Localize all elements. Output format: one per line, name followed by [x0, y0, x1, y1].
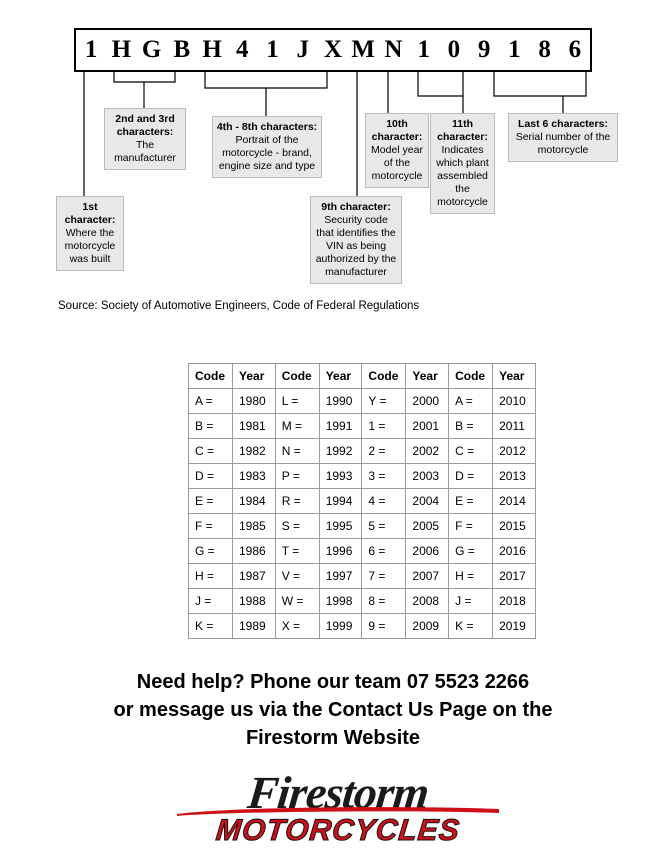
table-cell: 1982 — [233, 439, 276, 464]
vin-char: 0 — [447, 36, 461, 63]
table-cell: 1997 — [319, 564, 362, 589]
table-cell: B = — [449, 414, 493, 439]
callout-1st-body: Where the motorcycle was built — [64, 227, 116, 265]
table-header-cell: Year — [233, 364, 276, 389]
table-cell: V = — [275, 564, 319, 589]
table-cell: 2000 — [406, 389, 449, 414]
table-cell: 2018 — [493, 589, 536, 614]
help-line-3: Firestorm Website — [245, 727, 421, 749]
vin-char: 8 — [538, 36, 551, 63]
table-header-cell: Year — [319, 364, 362, 389]
table-cell: F = — [449, 514, 493, 539]
table-header-cell: Year — [493, 364, 536, 389]
table-cell: H = — [449, 564, 493, 589]
help-text-block — [0, 668, 666, 752]
vin-character-box — [74, 28, 592, 72]
table-cell: 2009 — [406, 614, 449, 639]
callout-last6-title: Last 6 characters: — [518, 118, 608, 130]
table-header-row — [189, 364, 536, 389]
table-cell: P = — [275, 464, 319, 489]
table-header-cell: Code — [275, 364, 319, 389]
table-header-cell: Code — [189, 364, 233, 389]
table-cell: 2006 — [406, 539, 449, 564]
table-cell: 4 = — [362, 489, 406, 514]
table-row — [189, 514, 536, 539]
vin-char: G — [141, 36, 162, 63]
table-cell: A = — [189, 389, 233, 414]
table-cell: 1983 — [233, 464, 276, 489]
table-cell: 1987 — [233, 564, 276, 589]
table-cell: X = — [275, 614, 319, 639]
vin-char: M — [351, 36, 376, 63]
table-cell: 1990 — [319, 389, 362, 414]
callout-2nd-3rd-characters — [104, 108, 186, 170]
table-cell: 1991 — [319, 414, 362, 439]
callout-last-6-characters — [508, 113, 618, 162]
callout-11th-title: 11th character: — [437, 118, 488, 143]
vin-char: 4 — [236, 36, 249, 63]
callout-1st-character — [56, 196, 124, 271]
table-cell: C = — [189, 439, 233, 464]
table-cell: T = — [275, 539, 319, 564]
vin-char: 1 — [266, 36, 279, 63]
table-cell: 2002 — [406, 439, 449, 464]
table-row — [189, 564, 536, 589]
table-cell: 2013 — [493, 464, 536, 489]
table-cell: G = — [449, 539, 493, 564]
table-cell: E = — [449, 489, 493, 514]
table-cell: 2004 — [406, 489, 449, 514]
table-cell: 2019 — [493, 614, 536, 639]
table-cell: 1994 — [319, 489, 362, 514]
table-cell: 1995 — [319, 514, 362, 539]
table-cell: 2007 — [406, 564, 449, 589]
callout-9th-title: 9th character: — [321, 201, 391, 213]
logo-wordmark-firestorm: Firestorm — [245, 767, 431, 818]
help-line-1: Need help? Phone our team 07 5523 2266 — [136, 671, 530, 693]
table-cell: 2008 — [406, 589, 449, 614]
table-cell: 2011 — [493, 414, 536, 439]
callout-1st-title: 1st character: — [64, 201, 116, 226]
table-row — [189, 539, 536, 564]
callout-last6-body: Serial number of the motorcycle — [515, 131, 611, 156]
callout-9th-body: Security code that identifies the VIN as being authorized by the manufacturer — [315, 214, 397, 278]
table-cell: 1986 — [233, 539, 276, 564]
table-row — [189, 489, 536, 514]
table-row — [189, 439, 536, 464]
callout-11th-body: Indicates which plant assembled the motorcycle — [436, 144, 489, 208]
vin-char: H — [111, 36, 132, 63]
vin-char: X — [323, 36, 343, 63]
table-cell: 2 = — [362, 439, 406, 464]
vin-char: 9 — [477, 36, 491, 63]
table-row — [189, 589, 536, 614]
vin-char: 6 — [568, 36, 582, 63]
table-cell: 1984 — [233, 489, 276, 514]
table-cell: D = — [189, 464, 233, 489]
table-cell: 5 = — [362, 514, 406, 539]
callout-10th-body: Model year of the motorcycle — [371, 144, 423, 182]
vin-char: N — [384, 36, 403, 63]
callout-9th-character — [310, 196, 402, 284]
table-header-cell: Code — [449, 364, 493, 389]
table-cell: M = — [275, 414, 319, 439]
table-row — [189, 464, 536, 489]
table-cell: E = — [189, 489, 233, 514]
table-header-cell: Code — [362, 364, 406, 389]
table-cell: F = — [189, 514, 233, 539]
table-cell: H = — [189, 564, 233, 589]
table-cell: J = — [189, 589, 233, 614]
table-cell: 2001 — [406, 414, 449, 439]
table-cell: 9 = — [362, 614, 406, 639]
table-cell: Y = — [362, 389, 406, 414]
table-cell: K = — [449, 614, 493, 639]
table-cell: C = — [449, 439, 493, 464]
callout-10th-character — [365, 113, 429, 188]
table-cell: 2014 — [493, 489, 536, 514]
table-cell: L = — [275, 389, 319, 414]
table-cell: B = — [189, 414, 233, 439]
callout-2nd-3rd-title: 2nd and 3rd characters: — [115, 113, 175, 138]
vin-char: J — [296, 36, 309, 63]
table-cell: 1998 — [319, 589, 362, 614]
logo-wordmark-motorcycles: MOTORCYCLES — [214, 814, 462, 847]
table-cell: 2016 — [493, 539, 536, 564]
table-cell: 1980 — [233, 389, 276, 414]
table-cell: 2012 — [493, 439, 536, 464]
firestorm-motorcycles-logo — [173, 768, 503, 854]
table-cell: 2015 — [493, 514, 536, 539]
table-header-cell: Year — [406, 364, 449, 389]
table-cell: N = — [275, 439, 319, 464]
vin-char: 1 — [84, 36, 98, 63]
table-cell: 1988 — [233, 589, 276, 614]
callout-4th-8th-title: 4th - 8th characters: — [216, 121, 318, 133]
table-cell: 1981 — [233, 414, 276, 439]
table-cell: 1989 — [233, 614, 276, 639]
table-cell: 2017 — [493, 564, 536, 589]
table-cell: 2010 — [493, 389, 536, 414]
table-cell: 1 = — [362, 414, 406, 439]
callout-4th-8th-characters — [212, 116, 322, 178]
table-cell: 1992 — [319, 439, 362, 464]
table-cell: 6 = — [362, 539, 406, 564]
table-cell: 2005 — [406, 514, 449, 539]
help-line-2: or message us via the Contact Us Page on the — [113, 699, 553, 721]
table-cell: 8 = — [362, 589, 406, 614]
table-cell: J = — [449, 589, 493, 614]
model-year-code-table — [188, 363, 536, 639]
table-cell: D = — [449, 464, 493, 489]
table-row — [189, 389, 536, 414]
vin-char: 1 — [508, 36, 521, 63]
table-cell: A = — [449, 389, 493, 414]
source-note: Source: Society of Automotive Engineers, Code of Federal Regulations — [58, 300, 420, 312]
vin-char: H — [202, 36, 222, 63]
table-row — [189, 614, 536, 639]
table-cell: 3 = — [362, 464, 406, 489]
table-cell: 1996 — [319, 539, 362, 564]
table-cell: 2003 — [406, 464, 449, 489]
callout-10th-title: 10th character: — [371, 118, 423, 143]
table-cell: 1985 — [233, 514, 276, 539]
table-cell: W = — [275, 589, 319, 614]
callout-4th-8th-body: Portrait of the motorcycle - brand, engine size and type — [218, 134, 316, 172]
callout-2nd-3rd-body: The manufacturer — [114, 139, 176, 164]
table-cell: 1993 — [319, 464, 362, 489]
table-cell: 7 = — [362, 564, 406, 589]
vin-char: 1 — [417, 36, 430, 63]
table-cell: R = — [275, 489, 319, 514]
table-cell: K = — [189, 614, 233, 639]
callout-11th-character — [430, 113, 495, 214]
table-cell: 1999 — [319, 614, 362, 639]
table-row — [189, 414, 536, 439]
table-cell: G = — [189, 539, 233, 564]
table-cell: S = — [275, 514, 319, 539]
vin-char: B — [173, 36, 191, 63]
